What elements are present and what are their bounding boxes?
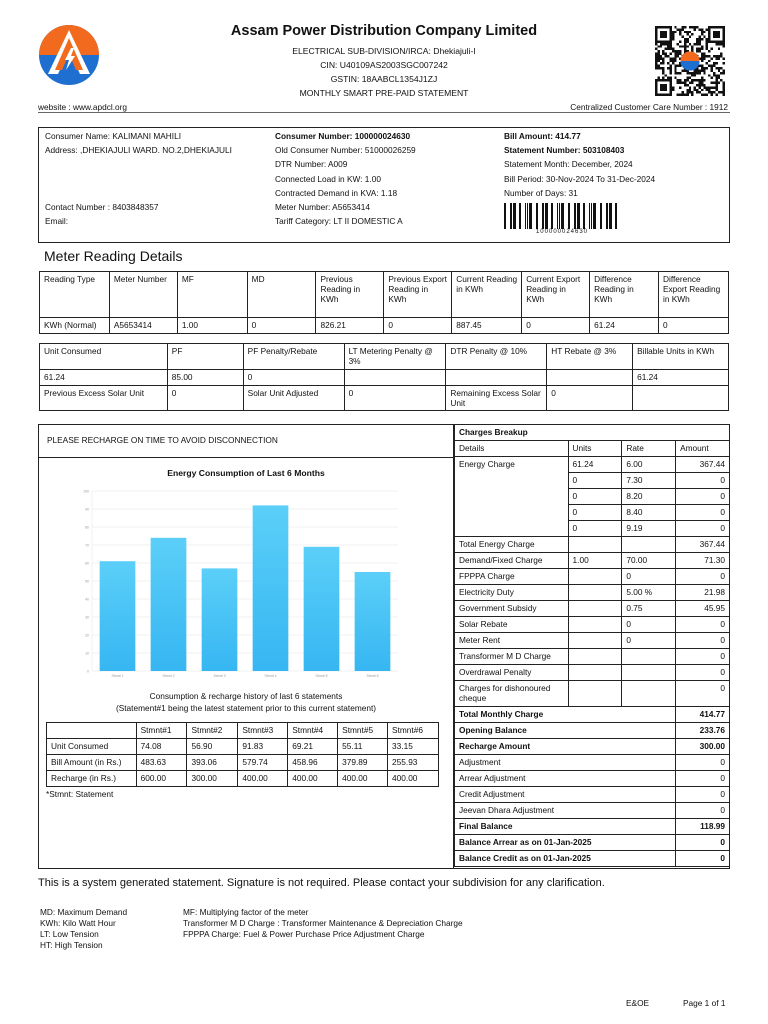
solar-units-cell: Previous Excess Solar Unit xyxy=(40,386,168,411)
history-header-cell: Stmnt#4 xyxy=(288,723,338,739)
old-consumer-number: Old Consumer Number: 51000026259 xyxy=(275,145,416,156)
charges-detail-cell: FPPPA Charge xyxy=(455,569,569,585)
meter-value-cell: 0 xyxy=(247,318,316,334)
chart-bar xyxy=(202,568,238,671)
statement-type: MONTHLY SMART PRE-PAID STATEMENT xyxy=(299,88,469,98)
consumer-address: Address: ,DHEKIAJULI WARD. NO.2,DHEKIAJULI xyxy=(45,145,232,156)
dtr-number: DTR Number: A009 xyxy=(275,159,348,170)
legend-kwh: KWh: Kilo Watt Hour xyxy=(40,918,116,928)
charges-title: Charges Breakup xyxy=(455,425,730,441)
charges-table xyxy=(454,424,730,867)
consumer-col-1 xyxy=(45,129,232,157)
charges-units-cell: 61.24 xyxy=(568,457,622,473)
chart-bar xyxy=(100,561,136,671)
solar-units-row xyxy=(40,386,729,411)
chart-caption xyxy=(38,690,454,714)
history-cell: 400.00 xyxy=(238,771,288,787)
history-cell: 379.89 xyxy=(338,755,388,771)
consumer-number: Consumer Number: 100000024630 xyxy=(275,131,411,141)
charges-amount-cell: 71.30 xyxy=(676,553,730,569)
charges-row xyxy=(455,707,730,723)
charges-row xyxy=(455,739,730,755)
charges-rate-cell: 6.00 xyxy=(622,457,676,473)
charges-detail-cell: Government Subsidy xyxy=(455,601,569,617)
statement-month: Statement Month: December, 2024 xyxy=(504,159,633,170)
history-row xyxy=(47,771,439,787)
charges-header-cell: Units xyxy=(568,441,622,457)
history-header-cell: Stmnt#2 xyxy=(187,723,238,739)
chart-y-tick: 80 xyxy=(85,525,89,530)
charges-header-cell: Details xyxy=(455,441,569,457)
legend-right xyxy=(183,907,463,940)
legend-mf: MF: Multiplying factor of the meter xyxy=(183,907,309,917)
chart-x-tick: Stmnt 2 xyxy=(162,674,175,678)
chart-y-tick: 0 xyxy=(87,669,89,674)
summary-label-cell: Adjustment xyxy=(455,755,676,771)
charges-amount-cell: 0 xyxy=(676,569,730,585)
history-cell: Unit Consumed xyxy=(47,739,137,755)
charges-row xyxy=(455,633,730,649)
consumer-contact-block xyxy=(45,200,158,228)
solar-units-cell: 0 xyxy=(344,386,446,411)
charges-amount-cell: 0 xyxy=(676,649,730,665)
charges-row xyxy=(455,787,730,803)
charges-row xyxy=(455,601,730,617)
chart-y-tick: 100 xyxy=(83,489,89,494)
history-header-cell: Stmnt#5 xyxy=(338,723,388,739)
charges-units-cell: 0 xyxy=(568,521,622,537)
history-header-cell: Stmnt#1 xyxy=(136,723,187,739)
meter-header-cell: Difference Reading in KWh xyxy=(590,272,659,318)
charges-row xyxy=(455,771,730,787)
solar-units-cell: Solar Unit Adjusted xyxy=(243,386,344,411)
history-cell: 600.00 xyxy=(136,771,187,787)
charges-units-cell xyxy=(568,585,622,601)
meter-reading-table xyxy=(39,271,729,334)
legend-fpppa: FPPPA Charge: Fuel & Power Purchase Price Adjustment Charge xyxy=(183,929,425,939)
units-header-cell: PF Penalty/Rebate xyxy=(243,344,344,370)
chart-y-tick: 50 xyxy=(85,579,89,584)
history-header-cell xyxy=(47,723,137,739)
history-cell: 91.83 xyxy=(238,739,288,755)
charges-detail-cell: Total Energy Charge xyxy=(455,537,569,553)
summary-label-cell: Jeevan Dhara Adjustment xyxy=(455,803,676,819)
legend-left xyxy=(40,907,127,951)
units-value-cell: 0 xyxy=(243,370,344,386)
meter-value-cell: 826.21 xyxy=(316,318,384,334)
chart-title: Energy Consumption of Last 6 Months xyxy=(167,468,325,478)
email: Email: xyxy=(45,216,69,227)
charges-units-cell: 0 xyxy=(568,505,622,521)
units-header-cell: Unit Consumed xyxy=(40,344,168,370)
cin: CIN: U40109AS2003SGC007242 xyxy=(320,60,448,70)
charges-rate-cell: 5.00 % xyxy=(622,585,676,601)
charges-rate-cell xyxy=(622,681,676,707)
summary-label-cell: Final Balance xyxy=(455,819,676,835)
charges-row xyxy=(455,723,730,739)
charges-detail-cell: Electricity Duty xyxy=(455,585,569,601)
units-header-cell: DTR Penalty @ 10% xyxy=(446,344,547,370)
history-header-cell: Stmnt#3 xyxy=(238,723,288,739)
units-table xyxy=(39,343,729,411)
summary-amount-cell: 300.00 xyxy=(676,739,730,755)
charges-rate-cell: 0 xyxy=(622,617,676,633)
meter-value-cell: 61.24 xyxy=(590,318,659,334)
charges-row xyxy=(455,803,730,819)
charges-units-cell xyxy=(568,601,622,617)
recharge-notice: PLEASE RECHARGE ON TIME TO AVOID DISCONNECTION xyxy=(47,435,278,445)
chart-x-tick: Stmnt 3 xyxy=(213,674,226,678)
units-header-cell: HT Rebate @ 3% xyxy=(547,344,633,370)
charges-amount-cell: 367.44 xyxy=(676,537,730,553)
chart-x-tick: Stmnt 4 xyxy=(264,674,277,678)
charges-units-cell: 1.00 xyxy=(568,553,622,569)
chart-y-tick: 20 xyxy=(85,633,89,638)
charges-header-cell: Amount xyxy=(676,441,730,457)
charges-detail-cell: Charges for dishonoured cheque xyxy=(455,681,569,707)
summary-amount-cell: 0 xyxy=(676,771,730,787)
charges-rate-cell: 0 xyxy=(622,633,676,649)
history-note: *Stmnt: Statement xyxy=(46,789,114,799)
summary-amount-cell: 0 xyxy=(676,755,730,771)
charges-units-cell xyxy=(568,633,622,649)
history-cell: 255.93 xyxy=(388,755,439,771)
chart-y-tick: 60 xyxy=(85,561,89,566)
bill-amount: Bill Amount: 414.77 xyxy=(504,131,581,141)
eoe: E&OE xyxy=(626,998,650,1008)
chart-caption-line1: Consumption & recharge history of last 6 statements xyxy=(149,691,343,701)
units-header-cell: LT Metering Penalty @ 3% xyxy=(344,344,446,370)
summary-amount-cell: 0 xyxy=(676,803,730,819)
contact-number: Contact Number : 8403848357 xyxy=(45,202,159,212)
charges-row xyxy=(455,425,730,441)
summary-label-cell: Balance Arrear as on 01-Jan-2025 xyxy=(455,835,676,851)
charges-amount-cell: 0 xyxy=(676,489,730,505)
charges-row xyxy=(455,665,730,681)
charges-rate-cell: 8.20 xyxy=(622,489,676,505)
charges-amount-cell: 0 xyxy=(676,665,730,681)
charges-units-cell xyxy=(568,617,622,633)
legend-tmd: Transformer M D Charge : Transformer Maintenance & Depreciation Charge xyxy=(183,918,463,928)
legend-ht: HT: High Tension xyxy=(40,940,103,950)
charges-row xyxy=(455,835,730,851)
charges-units-cell xyxy=(568,649,622,665)
consumer-col-2 xyxy=(275,129,416,228)
charges-row xyxy=(455,457,730,473)
history-cell: 400.00 xyxy=(288,771,338,787)
units-value-cell: 61.24 xyxy=(40,370,168,386)
subdivision: ELECTRICAL SUB-DIVISION/IRCA: Dhekiajuli-I xyxy=(292,46,476,56)
history-header-cell: Stmnt#6 xyxy=(388,723,439,739)
summary-amount-cell: 414.77 xyxy=(676,707,730,723)
chart-y-tick: 90 xyxy=(85,507,89,512)
history-row xyxy=(47,739,439,755)
units-value-cell: 85.00 xyxy=(167,370,243,386)
history-cell: 400.00 xyxy=(338,771,388,787)
charges-amount-cell: 45.95 xyxy=(676,601,730,617)
charges-row xyxy=(455,755,730,771)
charges-header-cell: Rate xyxy=(622,441,676,457)
qr-code xyxy=(654,26,726,96)
chart-y-tick: 70 xyxy=(85,543,89,548)
company-name: Assam Power Distribution Company Limited xyxy=(230,23,538,39)
meter-header-cell: MF xyxy=(177,272,247,318)
history-row xyxy=(47,755,439,771)
meter-header-cell: Previous Reading in KWh xyxy=(316,272,384,318)
history-cell: 579.74 xyxy=(238,755,288,771)
history-table xyxy=(46,722,439,787)
consumer-name: Consumer Name: KALIMANI MAHILI xyxy=(45,131,182,141)
charges-amount-cell: 0 xyxy=(676,633,730,649)
contracted-demand: Contracted Demand in KVA: 1.18 xyxy=(275,187,398,198)
charges-rate-cell: 7.30 xyxy=(622,473,676,489)
connected-load: Connected Load in KW: 1.00 xyxy=(275,173,381,184)
units-header-cell: PF xyxy=(167,344,243,370)
charges-row xyxy=(455,819,730,835)
solar-units-cell: Remaining Excess Solar Unit xyxy=(446,386,547,411)
charges-detail-cell: Overdrawal Penalty xyxy=(455,665,569,681)
chart-bar xyxy=(355,572,391,671)
charges-rate-cell xyxy=(622,665,676,681)
website: website : www.apdcl.org xyxy=(38,102,128,112)
statement-number: Statement Number: 503108403 xyxy=(504,145,625,156)
history-cell: Bill Amount (in Rs.) xyxy=(47,755,137,771)
charges-rate-cell: 70.00 xyxy=(622,553,676,569)
meter-header-cell: MD xyxy=(247,272,316,318)
units-value-cell xyxy=(344,370,446,386)
meter-header-cell: Current Export Reading in KWh xyxy=(522,272,590,318)
meter-reading-title: Meter Reading Details xyxy=(44,248,183,264)
barcode-number: 100000024630 xyxy=(535,229,589,235)
history-cell: 483.63 xyxy=(136,755,187,771)
chart-bar xyxy=(253,505,289,671)
charges-units-cell: 0 xyxy=(568,489,622,505)
charges-row xyxy=(455,617,730,633)
charges-detail-cell: Meter Rent xyxy=(455,633,569,649)
meter-value-cell: A5653414 xyxy=(109,318,177,334)
legend-lt: LT: Low Tension xyxy=(40,929,99,939)
summary-label-cell: Arrear Adjustment xyxy=(455,771,676,787)
meter-number: Meter Number: A5653414 xyxy=(275,202,371,213)
summary-label-cell: Recharge Amount xyxy=(455,739,676,755)
solar-units-cell: 0 xyxy=(167,386,243,411)
charges-amount-cell: 0 xyxy=(676,521,730,537)
energy-consumption-chart xyxy=(80,483,410,683)
summary-amount-cell: 233.76 xyxy=(676,723,730,739)
energy-charge-label: Energy Charge xyxy=(455,457,569,537)
barcode xyxy=(504,203,620,229)
solar-units-cell: 0 xyxy=(547,386,633,411)
charges-amount-cell: 0 xyxy=(676,473,730,489)
chart-bar xyxy=(304,547,340,671)
units-value-cell: 61.24 xyxy=(633,370,729,386)
summary-amount-cell: 0 xyxy=(676,787,730,803)
solar-units-cell xyxy=(633,386,729,411)
charges-rate-cell: 9.19 xyxy=(622,521,676,537)
bill-period: Bill Period: 30-Nov-2024 To 31-Dec-2024 xyxy=(504,173,656,184)
history-cell: Recharge (in Rs.) xyxy=(47,771,137,787)
history-cell: 56.90 xyxy=(187,739,238,755)
summary-amount-cell: 118.99 xyxy=(676,819,730,835)
units-value-cell xyxy=(547,370,633,386)
charges-units-cell xyxy=(568,537,622,553)
charges-units-cell xyxy=(568,569,622,585)
consumer-col-3 xyxy=(504,129,655,200)
units-row xyxy=(40,370,729,386)
meter-header-cell: Meter Number xyxy=(109,272,177,318)
charges-units-cell xyxy=(568,681,622,707)
legend-md: MD: Maximum Demand xyxy=(40,907,128,917)
meter-header-cell: Current Reading in KWh xyxy=(452,272,522,318)
chart-y-tick: 30 xyxy=(85,615,89,620)
chart-x-tick: Stmnt 6 xyxy=(366,674,379,678)
charges-rate-cell: 0.75 xyxy=(622,601,676,617)
chart-bar xyxy=(151,538,187,671)
charges-rate-cell: 8.40 xyxy=(622,505,676,521)
history-header-row xyxy=(47,723,439,739)
page-number: Page 1 of 1 xyxy=(683,998,726,1008)
meter-header-cell: Previous Export Reading in KWh xyxy=(384,272,452,318)
charges-row xyxy=(455,441,730,457)
header-divider xyxy=(38,112,730,113)
meter-value-cell: 0 xyxy=(522,318,590,334)
tariff-category: Tariff Category: LT II DOMESTIC A xyxy=(275,216,403,227)
meter-reading-header-row xyxy=(40,272,729,318)
gstin: GSTIN: 18AABCL1354J1ZJ xyxy=(330,74,438,84)
history-cell: 55.11 xyxy=(338,739,388,755)
charges-amount-cell: 0 xyxy=(676,681,730,707)
summary-label-cell: Opening Balance xyxy=(455,723,676,739)
units-header-row xyxy=(40,344,729,370)
meter-value-cell: 887.45 xyxy=(452,318,522,334)
summary-label-cell: Balance Credit as on 01-Jan-2025 xyxy=(455,851,676,867)
charges-rate-cell: 0 xyxy=(622,569,676,585)
charges-row xyxy=(455,537,730,553)
history-cell: 74.08 xyxy=(136,739,187,755)
meter-value-cell: 0 xyxy=(659,318,729,334)
meter-value-cell: 1.00 xyxy=(177,318,247,334)
charges-amount-cell: 367.44 xyxy=(676,457,730,473)
meter-header-cell: Reading Type xyxy=(40,272,110,318)
charges-detail-cell: Demand/Fixed Charge xyxy=(455,553,569,569)
chart-caption-line2: (Statement#1 being the latest statement prior to this current statement) xyxy=(115,703,377,713)
meter-value-cell: 0 xyxy=(384,318,452,334)
history-cell: 33.15 xyxy=(388,739,439,755)
history-cell: 69.21 xyxy=(288,739,338,755)
charges-amount-cell: 0 xyxy=(676,617,730,633)
summary-label-cell: Credit Adjustment xyxy=(455,787,676,803)
system-generated-note: This is a system generated statement. Signature is not required. Please contact your subdivision for any clarification. xyxy=(38,877,605,889)
history-cell: 400.00 xyxy=(388,771,439,787)
meter-header-cell: Difference Export Reading in KWh xyxy=(659,272,729,318)
chart-y-tick: 40 xyxy=(85,597,89,602)
summary-label-cell: Total Monthly Charge xyxy=(455,707,676,723)
charges-detail-cell: Solar Rebate xyxy=(455,617,569,633)
charges-row xyxy=(455,681,730,707)
charges-rate-cell xyxy=(622,649,676,665)
customer-care: Centralized Customer Care Number : 1912 xyxy=(570,102,728,112)
charges-rate-cell xyxy=(622,537,676,553)
charges-row xyxy=(455,553,730,569)
charges-row xyxy=(455,851,730,867)
charges-amount-cell: 21.98 xyxy=(676,585,730,601)
units-value-cell xyxy=(446,370,547,386)
charges-amount-cell: 0 xyxy=(676,505,730,521)
charges-units-cell: 0 xyxy=(568,473,622,489)
charges-row xyxy=(455,569,730,585)
meter-reading-row xyxy=(40,318,729,334)
charges-detail-cell: Transformer M D Charge xyxy=(455,649,569,665)
chart-x-tick: Stmnt 1 xyxy=(111,674,124,678)
units-header-cell: Billable Units in KWh xyxy=(633,344,729,370)
charges-row xyxy=(455,649,730,665)
history-cell: 393.06 xyxy=(187,755,238,771)
chart-y-tick: 10 xyxy=(85,651,89,656)
history-cell: 300.00 xyxy=(187,771,238,787)
meter-value-cell: KWh (Normal) xyxy=(40,318,110,334)
summary-amount-cell: 0 xyxy=(676,851,730,867)
chart-x-tick: Stmnt 5 xyxy=(315,674,328,678)
number-of-days: Number of Days: 31 xyxy=(504,187,578,198)
charges-row xyxy=(455,585,730,601)
history-cell: 458.96 xyxy=(288,755,338,771)
summary-amount-cell: 0 xyxy=(676,835,730,851)
charges-units-cell xyxy=(568,665,622,681)
